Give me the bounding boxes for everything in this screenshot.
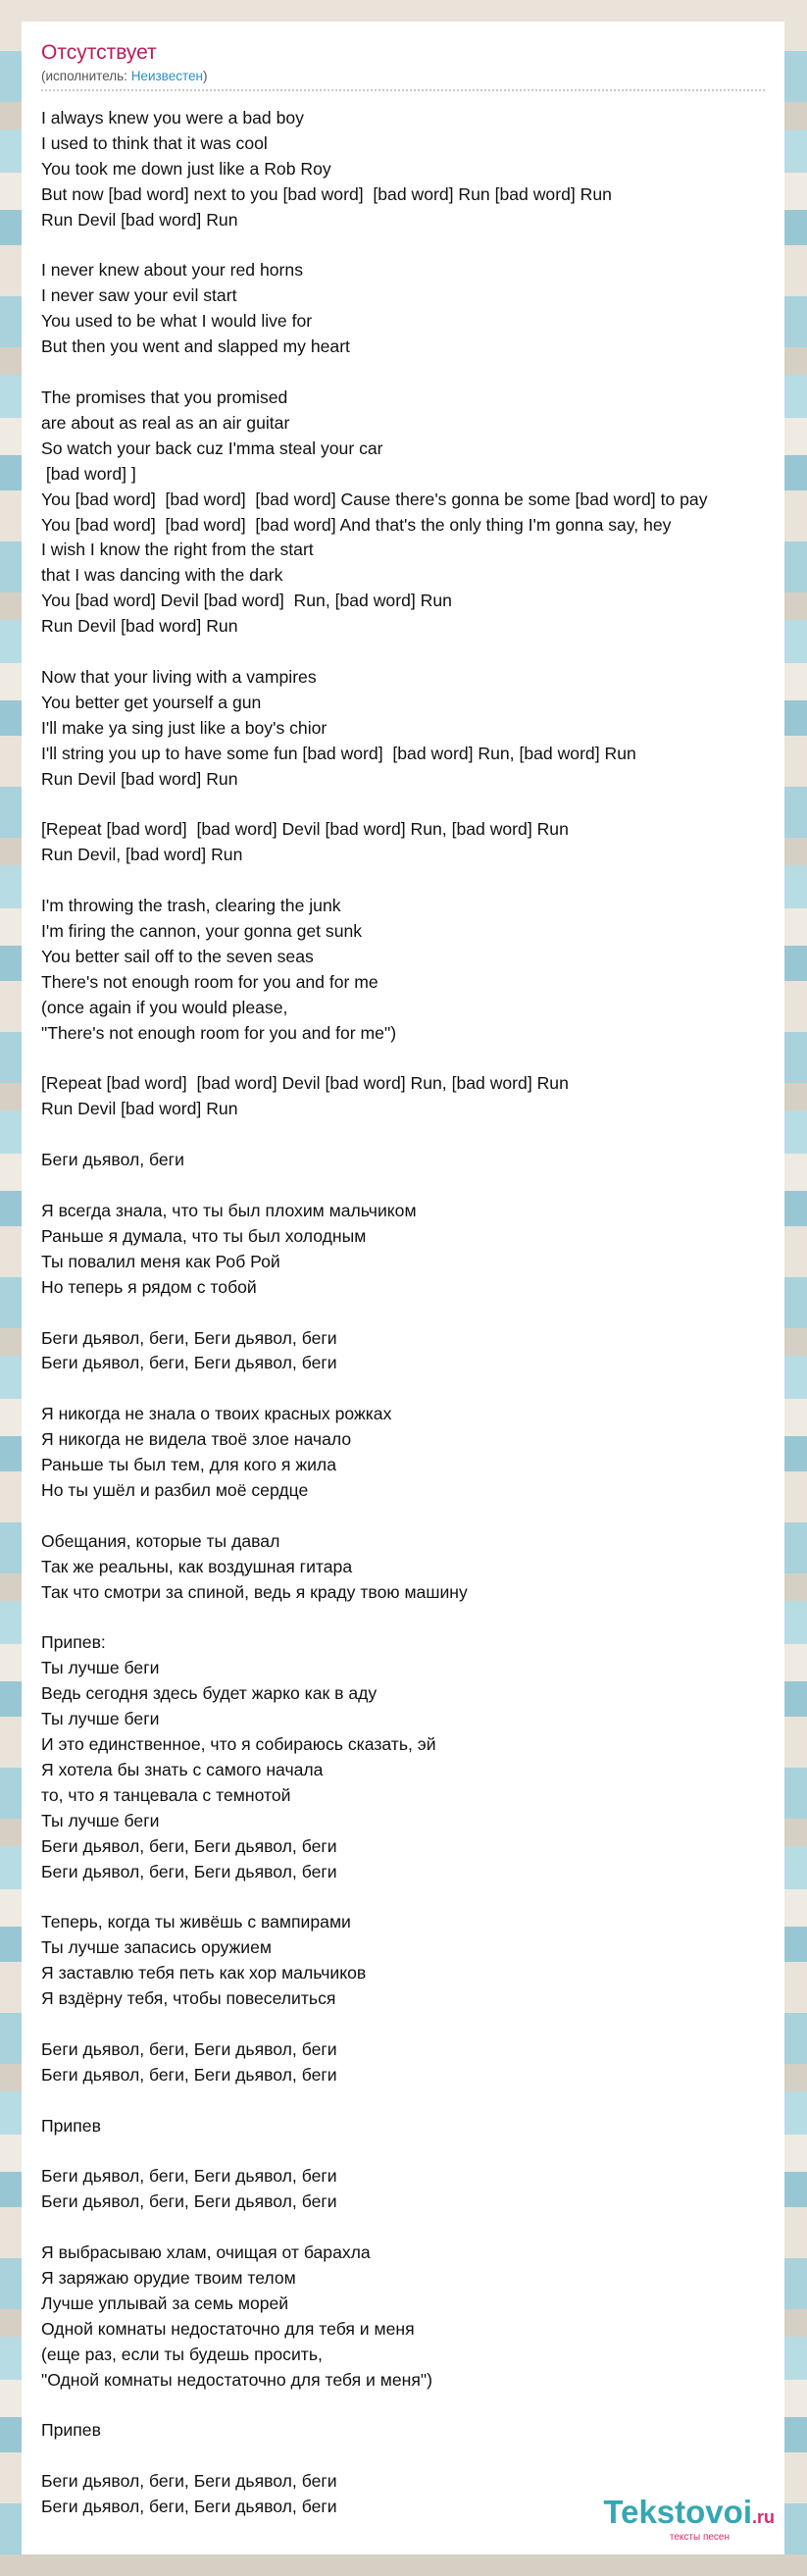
- lyrics-blank-line: [41, 1884, 784, 1910]
- lyrics-line: that I was dancing with the dark: [41, 565, 283, 586]
- lyrics-line: [bad word] ]: [41, 463, 136, 484]
- lyrics-line: Run Devil [bad word] Run: [41, 1099, 238, 1119]
- lyrics-blank-line: [41, 640, 784, 665]
- lyrics-line: Now that your living with a vampires: [41, 666, 317, 687]
- lyrics-line: Беги дьявол, беги, Беги дьявол, беги: [41, 2191, 337, 2212]
- lyrics-line: Ты лучше беги: [41, 1658, 160, 1678]
- lyrics-card: [22, 22, 784, 2554]
- lyrics-line: Я заставлю тебя петь как хор мальчиков: [41, 1963, 367, 1984]
- lyrics-line: I never knew about your red horns: [41, 260, 303, 281]
- lyrics-line: Ведь сегодня здесь будет жарко как в аду: [41, 1683, 378, 1704]
- lyrics-line: But then you went and slapped my heart: [41, 336, 350, 357]
- lyrics-line: Так же реальны, как воздушная гитара: [41, 1556, 353, 1576]
- lyrics-blank-line: [41, 1173, 784, 1199]
- lyrics-text: [41, 106, 784, 2520]
- artist-suffix: ): [202, 69, 208, 83]
- lyrics-line: Run Devil, [bad word] Run: [41, 845, 243, 865]
- logo-tagline: тексты песен: [669, 2532, 730, 2543]
- lyrics-line: Run Devil [bad word] Run: [41, 768, 238, 789]
- lyrics-line: So watch your back cuz I'mma steal your car: [41, 438, 383, 458]
- lyrics-blank-line: [41, 1301, 784, 1326]
- lyrics-blank-line: [41, 1376, 784, 1402]
- lyrics-line: Но ты ушёл и разбил моё сердце: [41, 1479, 309, 1500]
- lyrics-line: Беги дьявол, беги, Беги дьявол, беги: [41, 2064, 337, 2085]
- lyrics-line: Я никогда не знала о твоих красных рожках: [41, 1404, 392, 1424]
- lyrics-line: You better get yourself a gun: [41, 692, 262, 712]
- lyrics-line: You better sail off to the seven seas: [41, 946, 314, 966]
- lyrics-blank-line: [41, 1605, 784, 1630]
- lyrics-line: Беги дьявол, беги, Беги дьявол, беги: [41, 1327, 337, 1348]
- lyrics-line: Ты повалил меня как Роб Рой: [41, 1251, 280, 1271]
- song-title: Отсутствует: [41, 41, 157, 64]
- logo-tld: .ru: [751, 2507, 775, 2527]
- lyrics-line: I always knew you were a bad boy: [41, 108, 304, 128]
- lyrics-line: Беги дьявол, беги, Беги дьявол, беги: [41, 2166, 337, 2187]
- lyrics-blank-line: [41, 1504, 784, 1529]
- lyrics-line: But now [bad word] next to you [bad word] [bad word] Run [bad word] Run: [41, 183, 612, 204]
- lyrics-line: Одной комнаты недостаточно для тебя и меня: [41, 2318, 415, 2339]
- lyrics-line: Но теперь я рядом с тобой: [41, 1276, 257, 1297]
- lyrics-line: (once again if you would please,: [41, 997, 288, 1017]
- lyrics-line: Ты лучше беги: [41, 1810, 160, 1830]
- artist-line: [41, 69, 207, 83]
- lyrics-blank-line: [41, 868, 784, 894]
- lyrics-line: Теперь, когда ты живёшь с вампирами: [41, 1912, 351, 1932]
- lyrics-line: Беги дьявол, беги, Беги дьявол, беги: [41, 1835, 337, 1856]
- lyrics-line: Припев: [41, 2115, 101, 2136]
- lyrics-line: "Одной комнаты недостаточно для тебя и меня"): [41, 2369, 432, 2390]
- lyrics-line: то, что я танцевала с темнотой: [41, 1784, 291, 1805]
- site-logo[interactable]: [603, 2495, 775, 2543]
- lyrics-line: I'll make ya sing just like a boy's chior: [41, 717, 328, 738]
- lyrics-blank-line: [41, 1047, 784, 1072]
- lyrics-line: [Repeat [bad word] [bad word] Devil [bad word] Run, [bad word] Run: [41, 819, 569, 840]
- lyrics-line: Беги дьявол, беги: [41, 1150, 184, 1170]
- lyrics-line: I'm firing the cannon, your gonna get sunk: [41, 921, 363, 941]
- lyrics-blank-line: [41, 2394, 784, 2419]
- lyrics-line: There's not enough room for you and for me: [41, 971, 378, 992]
- lyrics-line: Припев:: [41, 1632, 106, 1653]
- lyrics-line: Я всегда знала, что ты был плохим мальчиком: [41, 1200, 417, 1220]
- lyrics-line: Я заряжаю орудие твоим телом: [41, 2268, 296, 2289]
- lyrics-line: Я вздёрну тебя, чтобы повеселиться: [41, 1988, 336, 2009]
- lyrics-line: (еще раз, если ты будешь просить,: [41, 2344, 323, 2364]
- lyrics-line: I wish I know the right from the start: [41, 540, 314, 560]
- lyrics-blank-line: [41, 2444, 784, 2469]
- lyrics-line: Беги дьявол, беги, Беги дьявол, беги: [41, 2471, 337, 2492]
- lyrics-blank-line: [41, 233, 784, 259]
- lyrics-line: I never saw your evil start: [41, 285, 237, 306]
- lyrics-line: Беги дьявол, беги, Беги дьявол, беги: [41, 2497, 337, 2517]
- artist-link[interactable]: Неизвестен: [130, 69, 203, 83]
- lyrics-blank-line: [41, 792, 784, 817]
- lyrics-line: Обещания, которые ты давал: [41, 1530, 280, 1551]
- dotted-divider: [41, 89, 765, 91]
- lyrics-blank-line: [41, 2139, 784, 2165]
- lyrics-line: are about as real as an air guitar: [41, 412, 290, 433]
- lyrics-line: Раньше я думала, что ты был холодным: [41, 1225, 367, 1246]
- lyrics-blank-line: [41, 2088, 784, 2114]
- lyrics-line: Раньше ты был тем, для кого я жила: [41, 1455, 336, 1475]
- lyrics-line: Run Devil [bad word] Run: [41, 616, 238, 637]
- lyrics-line: You used to be what I would live for: [41, 311, 313, 332]
- lyrics-line: Беги дьявол, беги, Беги дьявол, беги: [41, 2038, 337, 2059]
- lyrics-line: I used to think that it was cool: [41, 132, 268, 153]
- lyrics-line: Я выбрасываю хлам, очищая от барахла: [41, 2242, 371, 2263]
- artist-prefix: (исполнитель:: [41, 69, 131, 83]
- lyrics-line: Run Devil [bad word] Run: [41, 209, 238, 230]
- lyrics-line: I'll string you up to have some fun [bad word] [bad word] Run, [bad word] Run: [41, 743, 636, 763]
- lyrics-line: Я никогда не видела твоё злое начало: [41, 1429, 352, 1450]
- lyrics-line: Я хотела бы знать с самого начала: [41, 1759, 324, 1779]
- lyrics-line: You [bad word] Devil [bad word] Run, [bad word] Run: [41, 591, 452, 611]
- lyrics-blank-line: [41, 2012, 784, 2037]
- logo-name: Tekstovoi: [603, 2494, 752, 2530]
- lyrics-blank-line: [41, 2215, 784, 2241]
- lyrics-line: Так что смотри за спиной, ведь я краду твою машину: [41, 1581, 468, 1602]
- lyrics-line: "There's not enough room for you and for me"): [41, 1022, 397, 1043]
- lyrics-line: The promises that you promised: [41, 386, 288, 407]
- lyrics-blank-line: [41, 360, 784, 386]
- lyrics-line: Припев: [41, 2420, 101, 2441]
- lyrics-line: I'm throwing the trash, clearing the junk: [41, 896, 341, 916]
- logo-wordmark: [603, 2495, 775, 2535]
- lyrics-line: [Repeat [bad word] [bad word] Devil [bad word] Run, [bad word] Run: [41, 1073, 569, 1094]
- lyrics-line: Ты лучше беги: [41, 1709, 160, 1729]
- lyrics-line: Ты лучше запасись оружием: [41, 1937, 273, 1958]
- lyrics-line: You took me down just like a Rob Roy: [41, 158, 331, 179]
- lyrics-line: И это единственное, что я собираюсь сказать, эй: [41, 1734, 436, 1754]
- lyrics-line: Беги дьявол, беги, Беги дьявол, беги: [41, 1353, 337, 1373]
- lyrics-line: You [bad word] [bad word] [bad word] Cause there's gonna be some [bad word] to pay: [41, 489, 708, 509]
- lyrics-line: Лучше уплывай за семь морей: [41, 2293, 289, 2313]
- lyrics-line: You [bad word] [bad word] [bad word] And that's the only thing I'm gonna say, hey: [41, 514, 672, 535]
- lyrics-blank-line: [41, 1122, 784, 1148]
- lyrics-line: Беги дьявол, беги, Беги дьявол, беги: [41, 1861, 337, 1881]
